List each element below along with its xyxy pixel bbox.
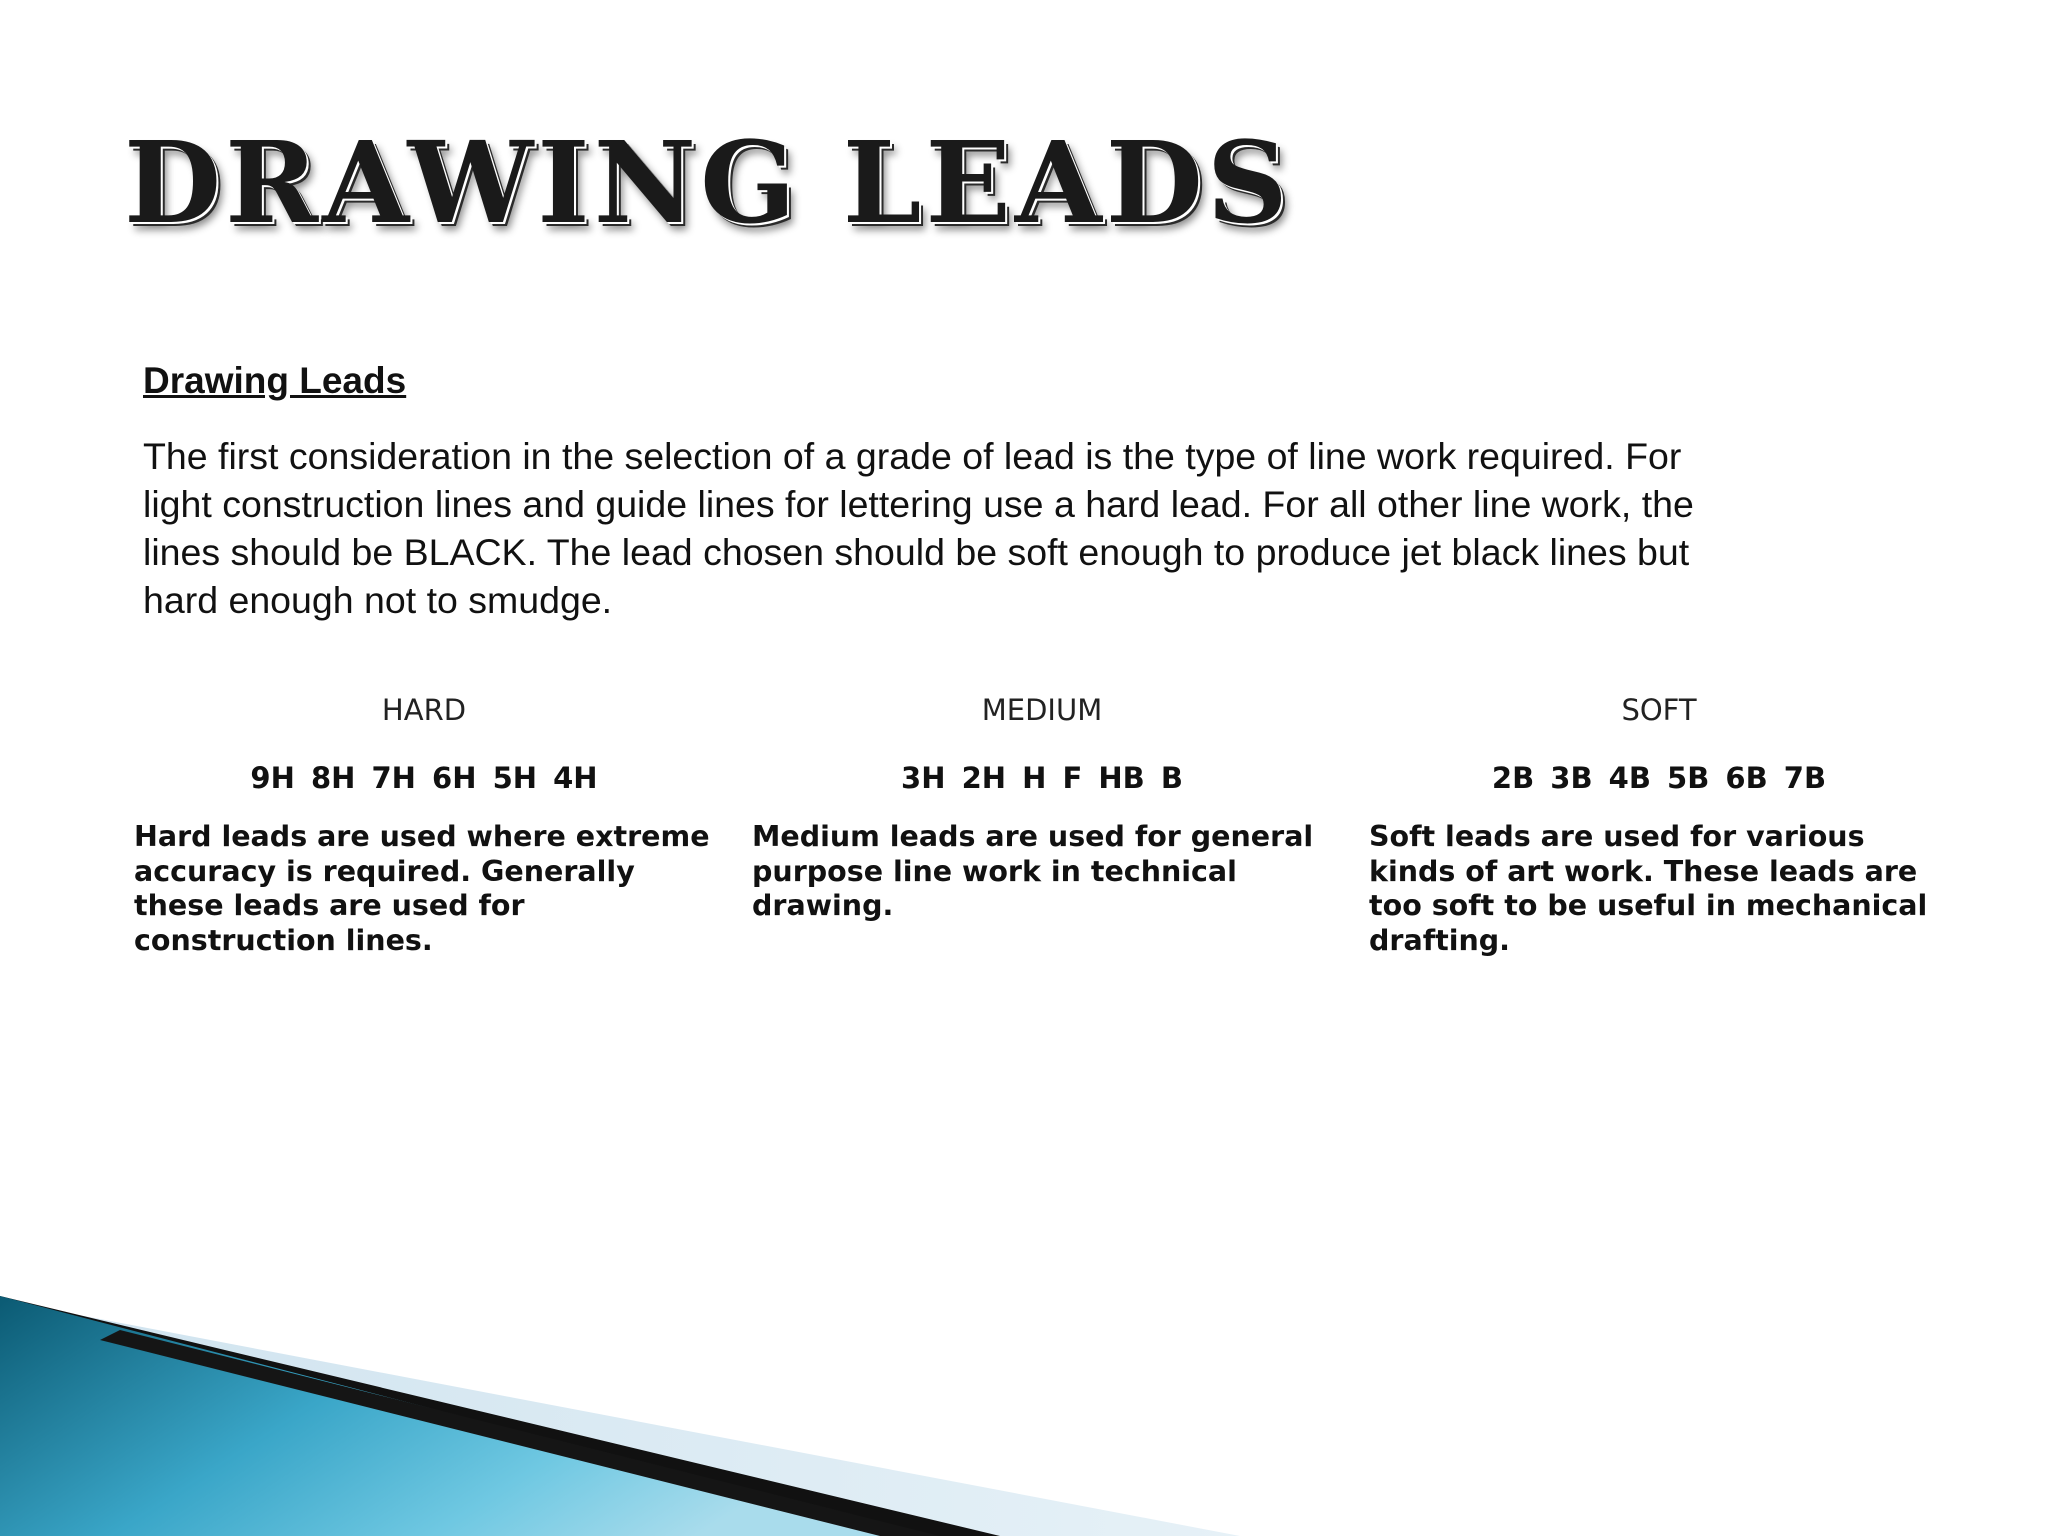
hard-heading: HARD [381, 693, 467, 727]
slide-title: DRAWING LEADS [124, 118, 1292, 249]
medium-leads-column [752, 690, 1332, 924]
medium-heading: MEDIUM [981, 693, 1103, 727]
medium-description: Medium leads are used for general purpose line work in technical drawing. [752, 820, 1314, 922]
hard-leads-column [134, 690, 714, 958]
hard-grades: 9H 8H 7H 6H 5H 4H [250, 761, 598, 795]
soft-heading: SOFT [1621, 693, 1697, 727]
soft-leads-column [1369, 690, 1949, 958]
soft-description: Soft leads are used for various kinds of art work. These leads are too soft to be useful in mechanical drafting. [1369, 820, 1928, 957]
medium-grades: 3H 2H H F HB B [901, 761, 1183, 795]
intro-paragraph: The first consideration in the selection of a grade of lead is the type of line work required. For light construction lines and guide lines for lettering use a hard lead. For all other line work, the lines should be BLACK. The lead chosen should be soft enough to produce jet black lines but hard enough not to smudge. [143, 435, 1694, 621]
hard-description: Hard leads are used where extreme accuracy is required. Generally these leads are used for construction lines. [134, 820, 710, 957]
section-heading: Drawing Leads [143, 360, 407, 401]
soft-grades: 2B 3B 4B 5B 6B 7B [1491, 761, 1827, 795]
